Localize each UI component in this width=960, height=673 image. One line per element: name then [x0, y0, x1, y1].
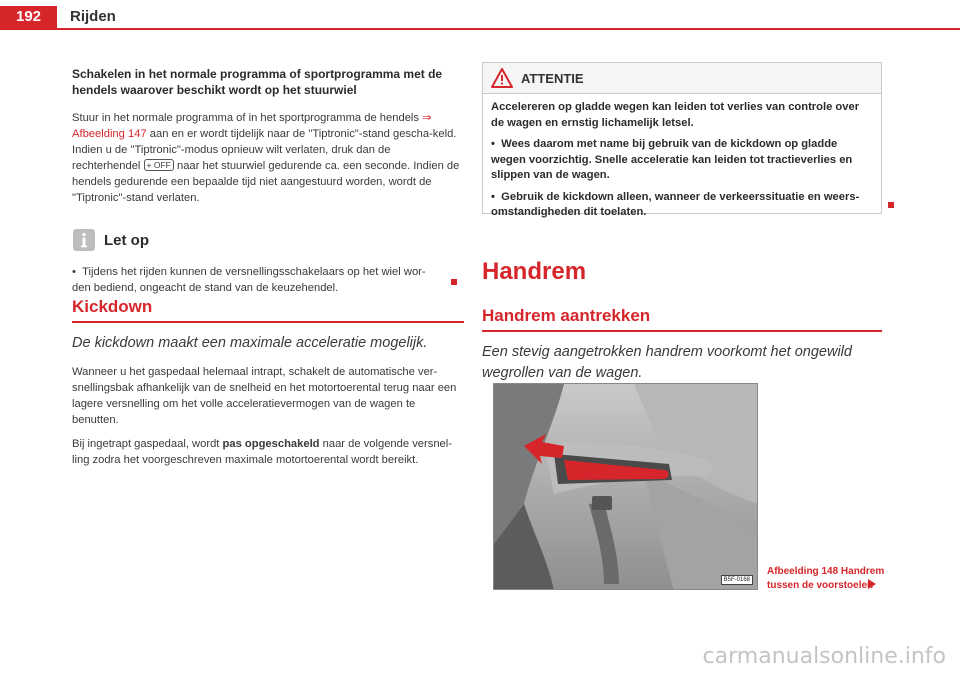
sub-heading: Handrem aantrekken: [482, 306, 651, 325]
warning-body: [483, 94, 881, 221]
kickdown-paragraph-2: [72, 436, 464, 468]
sub-heading-rule: [482, 330, 882, 332]
kickdown-lead: De kickdown maakt een maximale acceleratie mogelijk.: [72, 335, 428, 351]
intro-paragraph: [72, 110, 460, 206]
kickdown-p2-text-a: Bij ingetrapt gaspedaal, wordt: [72, 438, 223, 450]
bullet: •: [491, 138, 502, 150]
kickdown-p2-bold: pas opgeschakeld: [222, 438, 320, 450]
section-heading: Handrem: [482, 258, 587, 285]
note-header: [72, 228, 149, 252]
warning-header: [483, 63, 881, 94]
figure-link[interactable]: ⇒ Afbeelding 147: [72, 112, 432, 140]
warning-box: [482, 62, 882, 218]
intro-heading: Schakelen in het normale programma of sportprogramma met de hendels waarover beschikt wordt op het stuurwiel: [72, 67, 443, 97]
header-rule: [0, 28, 960, 30]
handbrake-figure: [493, 383, 758, 590]
handrem-section: [482, 258, 882, 384]
info-note-icon: [72, 228, 96, 252]
note-title: Let op: [104, 231, 149, 249]
intro-text-c: naar het stuurwiel gedurende ca. een seconde. Indien de hendels gedurende een bepaalde tijd niet aangestuurd worden, wordt de "Tiptronic"-stand verlaten.: [72, 160, 460, 204]
bullet: •: [491, 190, 502, 203]
note-text: Tijdens het rijden kunnen de versnellingsschakelaars op het wiel wor-den bediend, ongeacht de stand van de keuzehendel.: [72, 266, 426, 294]
warning-triangle-icon: [491, 68, 513, 88]
continue-arrow-icon: [868, 579, 876, 589]
bullet: •: [72, 266, 83, 278]
kickdown-rule: [72, 321, 464, 323]
kickdown-p2-text-b: naar de volgende versnel-ling zodra het voorgeschreven maximale motortoerental wordt bereikt.: [72, 438, 452, 466]
watermark: carmanualsonline.info: [702, 644, 946, 669]
warning-bullet-1: [491, 137, 873, 184]
figure-code: B5F-0168: [721, 575, 753, 585]
note-item: [72, 264, 444, 296]
kickdown-paragraph-1: Wanneer u het gaspedaal helemaal intrapt, schakelt de automatische ver-snellingsbak afhankelijk van de snelheid en het motortoerental terug naar een lagere versnelling om het volle acceleratievermogen van de wagen te benutten.: [72, 366, 457, 426]
left-column: [72, 66, 460, 206]
intro-text-a: Stuur in het normale programma of in het sportprogramma de hendels: [72, 112, 423, 124]
caption-line-2: tussen de voorstoelen: [767, 580, 874, 591]
end-marker: [888, 202, 894, 208]
off-key: + OFF: [144, 159, 174, 171]
kickdown-heading: Kickdown: [72, 297, 153, 316]
kickdown-section: [72, 297, 464, 468]
page-number: 192: [0, 6, 57, 28]
running-head: Rijden: [70, 8, 116, 25]
handrem-lead: Een stevig aangetrokken handrem voorkomt het ongewild wegrollen van de wagen.: [482, 344, 852, 381]
caption-line-1: Afbeelding 148 Handrem: [767, 566, 885, 577]
warning-bullet-1-text: Wees daarom met name bij gebruik van de kickdown op gladde wegen voorzichtig. Snelle acceleratie kan leiden tot tractieverlies en slippen van de wagen.: [491, 138, 853, 181]
handbrake-illustration: [494, 384, 758, 590]
warning-bullet-2-text: Gebruik de kickdown alleen, wanneer de verkeerssituatie en weers-omstandigheden dit toelaten.: [491, 190, 860, 218]
warning-title: ATTENTIE: [521, 70, 584, 86]
intro-text-b: aan en er wordt tijdelijk naar de "Tiptronic"-stand gescha-keld. Indien u de "Tiptronic"-modus opnieuw wilt verlaten, druk dan de rechterhendel: [72, 128, 457, 172]
end-marker: [451, 279, 457, 285]
warning-bullet-2: [491, 190, 873, 221]
warning-paragraph-1: Accelereren op gladde wegen kan leiden tot verlies van controle over de wagen en ernstig lichamelijk letsel.: [491, 101, 860, 129]
figure-caption: [767, 565, 884, 593]
